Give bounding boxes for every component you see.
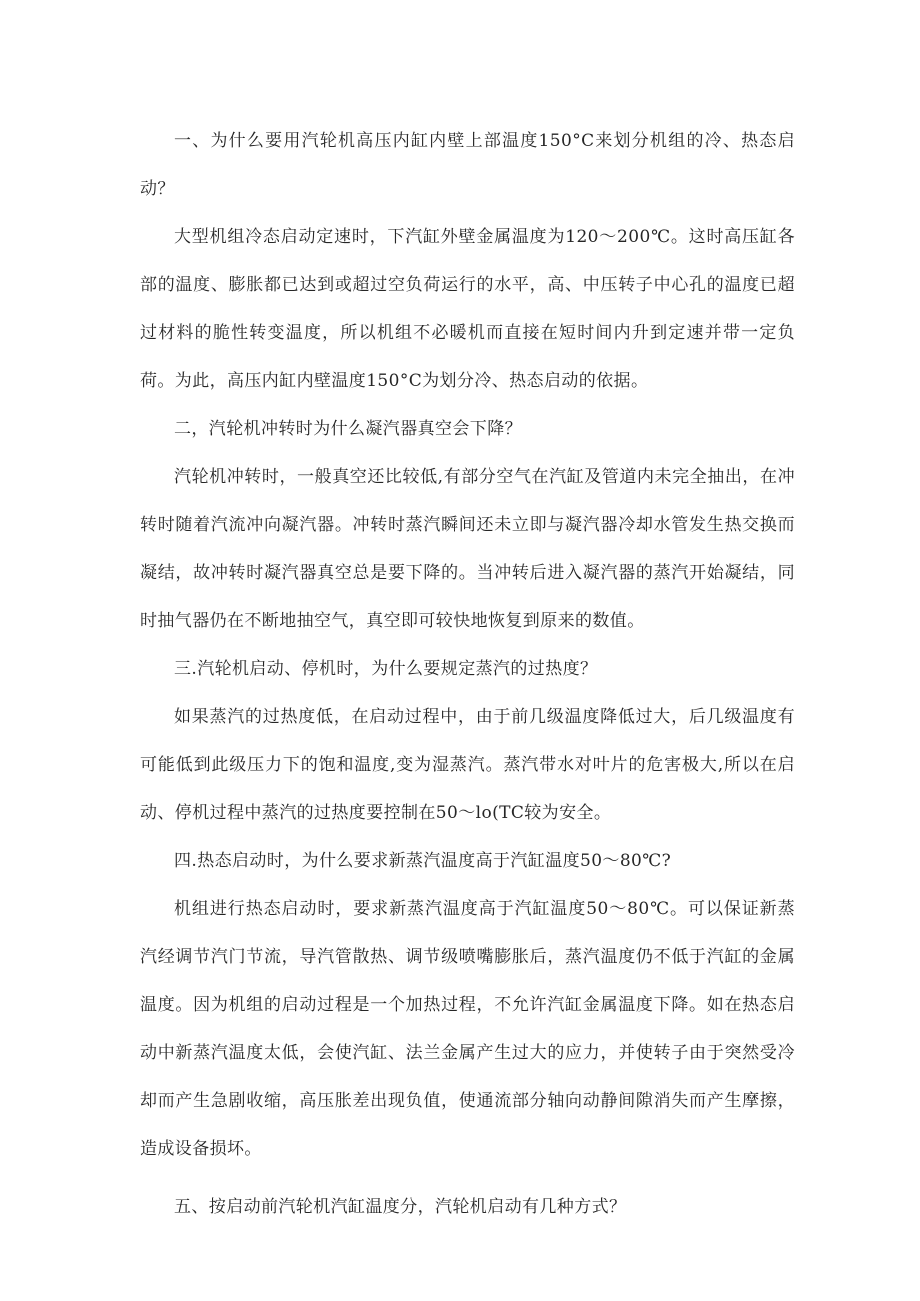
question-4: 四.热态启动时，为什么要求新蒸汽温度高于汽缸温度50～80℃? — [174, 851, 672, 871]
question-1: 一、为什么要用汽轮机高压内缸内壁上部温度150°C来划分机组的冷、热态启动？ — [140, 131, 795, 199]
answer-1: 大型机组冷态启动定速时，下汽缸外壁金属温度为120～200℃。这时高压缸各部的温度、膨胀都已达到或超过空负荷运行的水平，高、中压转子中心孔的温度已超过材料的脆性转变温度，所以机组不必暖机而直接在短时间内升到定速并带一定负荷。为此，高压内缸内壁温度150°C为划分冷、热态启动的依据。 — [140, 227, 795, 391]
answer-3: 如果蒸汽的过热度低，在启动过程中，由于前几级温度降低过大，后几级温度有可能低到此级压力下的饱和温度,变为湿蒸汽。蒸汽带水对叶片的危害极大,所以在启动、停机过程中蒸汽的过热度要控制在50～lo(TC较为安全。 — [140, 707, 795, 823]
question-3: 三.汽轮机启动、停机时，为什么要规定蒸汽的过热度？ — [174, 659, 598, 679]
answer-4: 机组进行热态启动时，要求新蒸汽温度高于汽缸温度50～80℃。可以保证新蒸汽经调节汽门节流，导汽管散热、调节级喷嘴膨胀后，蒸汽温度仍不低于汽缸的金属温度。因为机组的启动过程是一个加热过程，不允许汽缸金属温度下降。如在热态启动中新蒸汽温度太低，会使汽缸、法兰金属产生过大的应力，并使转子由于突然受冷却而产生急剧收缩，高压胀差出现负值，使通流部分轴向动静间隙消失而产生摩擦，造成设备损坏。 — [140, 899, 795, 1159]
question-2: 二，汽轮机冲转时为什么凝汽器真空会下降？ — [174, 419, 522, 439]
document-body — [140, 117, 795, 1231]
answer-2: 汽轮机冲转时，一般真空还比较低,有部分空气在汽缸及管道内未完全抽出，在冲转时随着汽流冲向凝汽器。冲转时蒸汽瞬间还未立即与凝汽器冷却水管发生热交换而凝结，故冲转时凝汽器真空总是要下降的。当冲转后进入凝汽器的蒸汽开始凝结，同时抽气器仍在不断地抽空气，真空即可较快地恢复到原来的数值。 — [140, 467, 795, 631]
question-5: 五、按启动前汽轮机汽缸温度分，汽轮机启动有几种方式？ — [174, 1197, 627, 1217]
